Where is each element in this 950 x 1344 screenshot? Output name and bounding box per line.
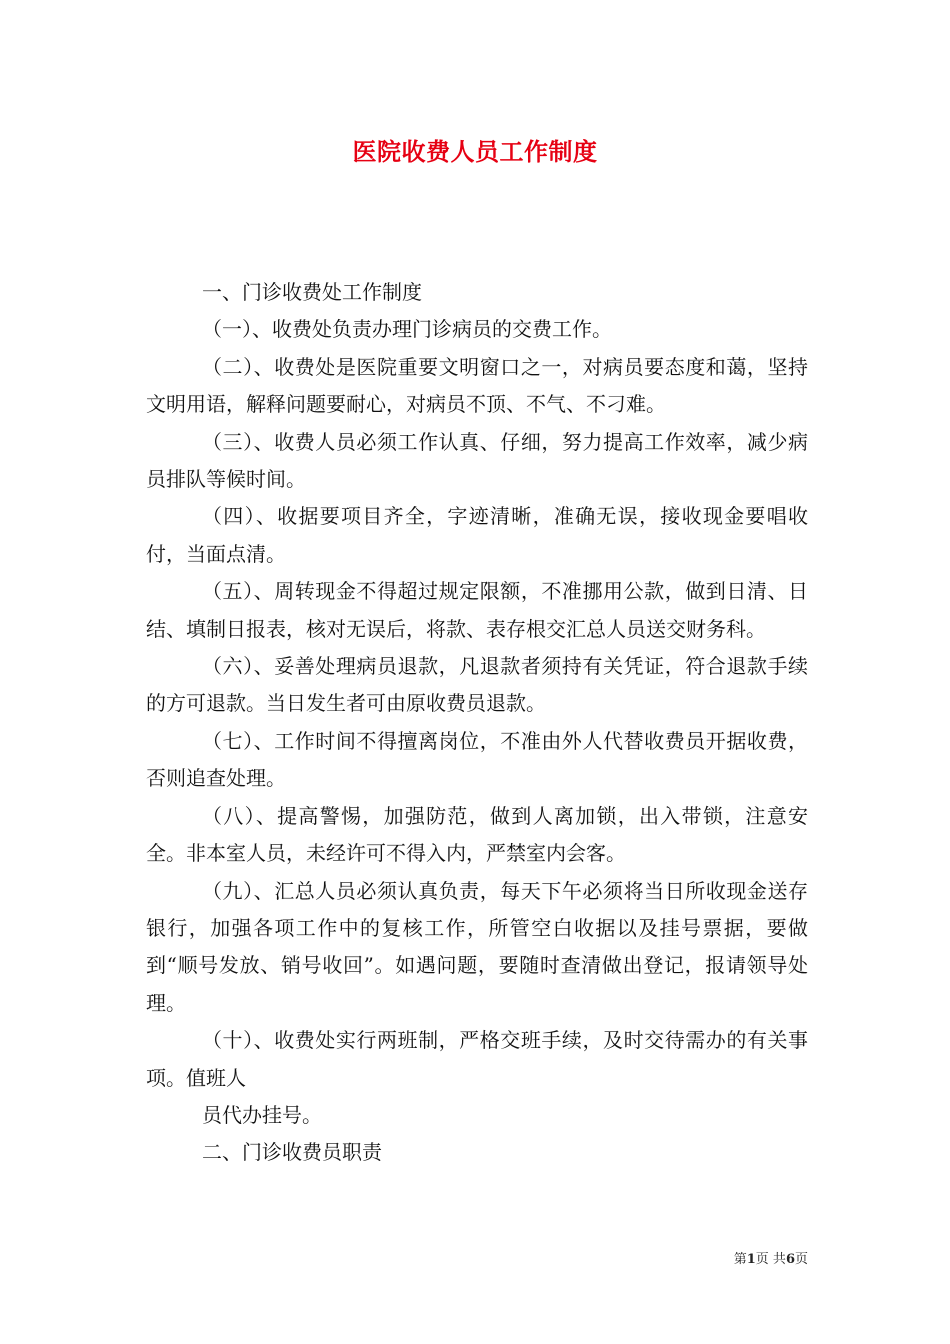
footer-total-pages: 6: [785, 1252, 795, 1267]
rule-item-10: （十）、收费处实行两班制，严格交班手续，及时交待需办的有关事项。值班人: [146, 1028, 808, 1090]
rule-item-10-continued: 员代办挂号。: [202, 1102, 322, 1127]
page-number-footer: [734, 1248, 808, 1267]
rule-item-2: （二）、收费处是医院重要文明窗口之一，对病员要态度和蔼，坚持文明用语，解释问题要耐心，对病员不顶、不气、不刁难。: [146, 354, 808, 417]
rule-item-8: （八）、提高警惕，加强防范，做到人离加锁，出入带锁，注意安全。非本室人员，未经许可不得入内，严禁室内会客。: [146, 803, 808, 866]
section-heading-1: 一、门诊收费处工作制度: [202, 280, 422, 304]
rule-item-6: （六）、妥善处理病员退款，凡退款者须持有关凭证，符合退款手续的方可退款。当日发生者可由原收费员退款。: [146, 654, 808, 716]
footer-current-page: 1: [746, 1252, 756, 1267]
section-heading-2: 二、门诊收费员职责: [202, 1140, 382, 1165]
rule-item-3: （三）、收费人员必须工作认真、仔细，努力提高工作效率，减少病员排队等候时间。: [146, 429, 808, 492]
footer-middle: 页 共: [755, 1252, 786, 1267]
footer-suffix: 页: [794, 1252, 808, 1267]
rule-item-7: （七）、工作时间不得擅离岗位，不准由外人代替收费员开据收费，否则追查处理。: [146, 728, 808, 791]
rule-item-5: （五）、周转现金不得超过规定限额，不准挪用公款，做到日清、日结、填制日报表，核对无误后，将款、表存根交汇总人员送交财务科。: [146, 579, 808, 641]
footer-prefix: 第: [733, 1252, 747, 1267]
rule-item-9: （九）、汇总人员必须认真负责，每天下午必须将当日所收现金送存银行，加强各项工作中的复核工作，所管空白收据以及挂号票据，要做到“顺号发放、销号收回”。如遇问题，要随时查清做出登记，报请领导处理。: [146, 878, 808, 1015]
rule-item-4: （四）、收据要项目齐全，字迹清晰，准确无误，接收现金要唱收付，当面点清。: [146, 504, 808, 566]
rule-item-1: （一）、收费处负责办理门诊病员的交费工作。: [202, 317, 612, 342]
document-body: [146, 274, 808, 1172]
document-title: 医院收费人员工作制度: [352, 137, 598, 166]
